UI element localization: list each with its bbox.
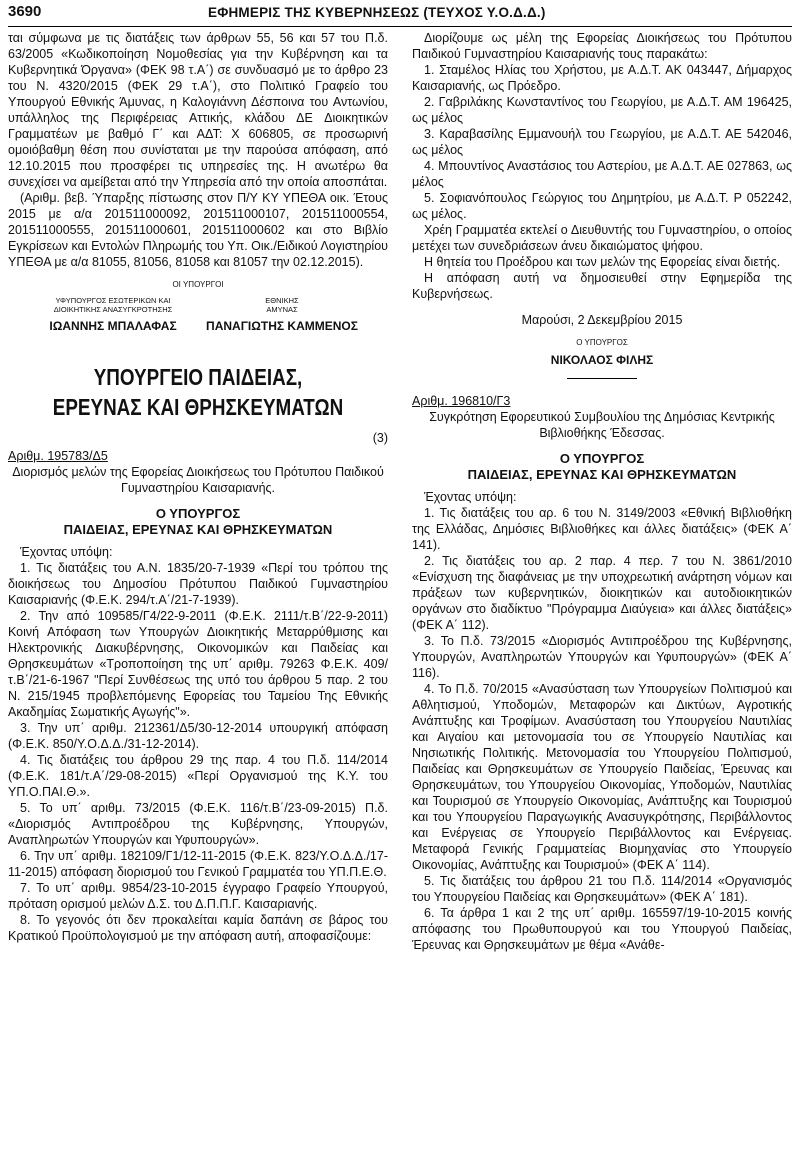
minister-heading [8,506,388,538]
right-column [412,30,792,953]
list-item: 4. Τις διατάξεις του άρθρου 29 της παρ. 4 του Π.δ. 114/2014 (Φ.Ε.Κ. 181/τ.Α΄/29-08-2015) «Περί Οργανισμού της Κ.Υ. του ΥΠ.Ο.ΠΑΙ.Θ.». [8,753,388,799]
paragraph: ται σύμφωνα με τις διατάξεις των άρθρων 55, 56 και 57 του Π.δ. 63/2005 «Κωδικοποίηση Νομοθεσίας για την Κυβέρνηση και τα Κυβερνητικά Όργανα» (ΦΕΚ 98 τ.Α΄) σε συνδυασμό με το άρθρο 23 του Ν. 4320/2015 (ΦΕΚ 29 τ.Α΄), στο Πολιτικό Γραφείο του Υπουργού Εθνικής Άμυνας, η Καλογιάννη Δέσποινα του Αντωνίου, υπάλληλος της Περιφέρειας Αττικής, κλάδου ΔΕ Διοικητικών Γραμματέων με βαθμό Γ΄ και ΑΔΤ: Χ 606805, σε προσωρινή ομοιόβαθμη θέση που συνίσταται με την παρούσα απόφαση, από 12.10.2015 που προσφέρει τις υπηρεσίες της. Η ανωτέρω θα συνεχίσει να αμείβεται από την Υπηρεσία από την οποία αποσπάται. [8,31,388,189]
left-column [8,30,388,944]
list-item: 1. Τις διατάξεις του Α.Ν. 1835/20-7-1939 «Περί του τρόπου της διοικήσεως του Δημοσίου Πρότυπου Παιδικού Γυμναστηρίου Καισαριανής (Φ.Ε.Κ. 294/τ.Α΄/21-7-1939). [8,561,388,607]
having-label: Έχοντας υπόψη: [20,545,113,559]
decision-number-text: Αριθμ. 195783/Δ5 [8,449,108,463]
signature-name: ΠΑΝΑΓΙΩΤΗΣ ΚΑΜΜΕΝΟΣ [206,319,358,333]
list-item: 5. Το υπ΄ αριθμ. 73/2015 (Φ.Ε.Κ. 116/τ.Β΄/23-09-2015) Π.δ. «Διορισμός Αντιπροέδρου της Κυβέρνησης, Υπουργών, Αναπληρωτών Υπουργών και Υφυπουργών». [8,801,388,847]
section-number: (3) [372,431,388,445]
minister-heading [412,451,792,483]
member-item: 2. Γαβριλάκης Κωνσταντίνος του Γεωργίου, με Α.Δ.Τ. ΑΜ 196425, ως μέλος [412,95,792,125]
ministry-title [42,362,354,422]
member-item: 3. Καραβασίλης Εμμανουήλ του Γεωργίου, με Α.Δ.Τ. ΑΕ 542046, ως μέλος [412,127,792,157]
separator [567,378,637,379]
having-label: Έχοντας υπόψη: [424,490,517,504]
paragraph: Η απόφαση αυτή να δημοσιευθεί στην Εφημερίδα της Κυβερνήσεως. [412,271,792,301]
decision-number [8,448,388,464]
member-item: 5. Σοφιανόπουλος Γεώργιος του Δημητρίου, με Α.Δ.Τ. Ρ 052242, ως μέλος. [412,191,792,221]
decision-number [412,393,792,409]
signature-block [206,296,358,334]
list-item: 8. Το γεγονός ότι δεν προκαλείται καμία δαπάνη σε βάρος του Κρατικού Προϋπολογισμού με την απόφαση αυτή, αποφασίζουμε: [8,913,388,943]
minister-heading-line: ΠΑΙΔΕΙΑΣ, ΕΡΕΥΝΑΣ ΚΑΙ ΘΡΗΣΚΕΥΜΑΤΩΝ [63,522,333,537]
list-item: 6. Την υπ΄ αριθμ. 182109/Γ1/12-11-2015 (Φ.Ε.Κ. 823/Υ.Ο.Δ.Δ./17-11-2015) απόφαση διορισμού του Γενικού Γραμματέα του ΥΠ.Π.Ε.Θ. [8,849,388,879]
ministry-title-line: ΥΠΟΥΡΓΕΙΟ ΠΑΙΔΕΙΑΣ, [93,364,303,390]
paragraph: (Αριθμ. βεβ. Ύπαρξης πίστωσης στον Π/Υ ΚΥ ΥΠΕΘΑ οικ. Έτους 2015 με α/α 201511000092, 201511000107, 201511000554, 201511000555, 201511000601, 201511000602 και στο Βιβλίο Εγκρίσεων και Εντολών Πληρωμής του Υπ. Οικ./Ειδικού Λογιστηρίου ΥΠΕΘΑ με α/α 81055, 81056, 81058 και 81057 την 02.12.2015). [8,191,388,269]
paragraph: Διορίζουμε ως μέλη της Εφορείας Διοικήσεως του Πρότυπου Παιδικού Γυμναστηρίου Καισαριανής τους παρακάτω: [412,31,792,61]
ministry-title-line: ΕΡΕΥΝΑΣ ΚΑΙ ΘΡΗΣΚΕΥΜΑΤΩΝ [52,394,344,420]
decision-subject: Διορισμός μελών της Εφορείας Διοικήσεως του Πρότυπου Παιδικού Γυμναστηρίου Καισαριανής. [12,465,384,495]
list-item: 5. Τις διατάξεις του άρθρου 21 του Π.δ. 114/2014 «Οργανισμός του Υπουργείου Παιδείας και Θρησκευμάτων» (ΦΕΚ Α΄ 181). [412,874,792,904]
minister-label: Ο ΥΠΟΥΡΓΟΣ [576,338,628,347]
place-date: Μαρούσι, 2 Δεκεμβρίου 2015 [521,313,683,327]
signature-role: ΕΘΝΙΚΗΣ ΑΜΥΝΑΣ [265,296,299,314]
member-item: 4. Μπουντίνος Αναστάσιος του Αστερίου, με Α.Δ.Τ. ΑΕ 027863, ως μέλος [412,159,792,189]
list-item: 2. Τις διατάξεις του αρ. 2 παρ. 4 περ. 7 του Ν. 3861/2010 «Ενίσχυση της διαφάνειας με την υποχρεωτική ανάρτηση νόμων και πράξεων των κυβερνητικών, διοικητικών και αυτοδιοικητικών οργάνων στο διαδίκτυο "Πρόγραμμα Διαύγεια» και άλλες διατάξεις» (ΦΕΚ Α΄ 112). [412,554,792,632]
signature-role: ΥΦΥΠΟΥΡΓΟΣ ΕΣΩΤΕΡΙΚΩΝ ΚΑΙ ΔΙΟΙΚΗΤΙΚΗΣ ΑΝΑΣΥΓΚΡΟΤΗΣΗΣ [53,296,173,314]
list-item: 2. Την από 109585/Γ4/22-9-2011 (Φ.Ε.Κ. 2111/τ.Β΄/22-9-2011) Κοινή Απόφαση των Υπουργών Διοικητικής Μεταρρύθμισης και Ηλεκτρονικής Διακυβέρνησης, Οικονομικών και Παιδείας και Θρησκευμάτων «Τροποποίηση της υπ΄ αριθμ. 79263 Φ.Ε.Κ. 409/τ.Β΄/21-6-1967 "Περί Συνθέσεως της υπό του άρθρου 5 παρ. 2 του Ν. 215/1945 προβλεπόμενης Εφορείας του Ταμείου Της Εθνικής Ακαδημίας Σωματικής Αγωγής"». [8,609,388,719]
paragraph: Χρέη Γραμματέα εκτελεί ο Διευθυντής του Γυμναστηρίου, ο οποίος μετέχει των συνεδριάσεων άνευ δικαιώματος ψήφου. [412,223,792,253]
signatures [8,296,388,334]
ministers-label: ΟΙ ΥΠΟΥΡΓΟΙ [172,280,224,289]
signature-name: ΙΩΑΝΝΗΣ ΜΠΑΛΑΦΑΣ [49,319,177,333]
list-item: 3. Την υπ΄ αριθμ. 212361/Δ5/30-12-2014 υπουργική απόφαση (Φ.Ε.Κ. 850/Υ.Ο.Δ.Δ./31-12-2014). [8,721,388,751]
member-item: 1. Σταμέλος Ηλίας του Χρήστου, με Α.Δ.Τ. ΑΚ 043447, Δήμαρχος Καισαριανής, ως Πρόεδρο. [412,63,792,93]
decision-subject: Συγκρότηση Εφορευτικού Συμβουλίου της Δημόσιας Κεντρικής Βιβλιοθήκης Έδεσσας. [429,410,775,440]
paragraph: Η θητεία του Προέδρου και των μελών της Εφορείας είναι διετής. [424,255,781,269]
minister-name: ΝΙΚΟΛΑΟΣ ΦΙΛΗΣ [550,353,654,367]
list-item: 3. Το Π.δ. 73/2015 «Διορισμός Αντιπροέδρου της Κυβέρνησης, Υπουργών, Αναπληρωτών Υπουργών και Υφυπουργών» (ΦΕΚ Α΄ 116). [412,634,792,680]
list-item: 1. Τις διατάξεις του αρ. 6 του Ν. 3149/2003 «Εθνική Βιβλιοθήκη της Ελλάδας, Δημόσιες Βιβλιοθήκες και άλλες διατάξεις» (ΦΕΚ Α΄ 141). [412,506,792,552]
page-number: 3690 [8,3,42,20]
list-item: 7. Το υπ΄ αριθμ. 9854/23-10-2015 έγγραφο Γραφείο Υπουργού, πρόταση ορισμού μελών Δ.Σ. του Δ.Π.Π.Γ. Καισαριανής. [8,881,388,911]
minister-heading-line: Ο ΥΠΟΥΡΓΟΣ [559,451,645,466]
page-header [8,4,792,27]
signature-block [38,296,188,334]
decision-number-text: Αριθμ. 196810/Γ3 [412,394,511,408]
list-item: 4. Το Π.δ. 70/2015 «Ανασύσταση των Υπουργείων Πολιτισμού και Αθλητισμού, Υποδομών, Μεταφορών και Δικτύων, Αγροτικής Ανάπτυξης και Τροφίμων. Ανασύσταση του Υπουργείου Ναυτιλίας και Αιγαίου και μετονομασία του σε Υπουργείο Ναυτιλίας και Νησιωτικής Πολιτικής. Μετονομασία του Υπουργείου Πολιτισμού, Παιδείας και Θρησκευμάτων σε Υπουργείο Παιδείας, Έρευνας και Θρησκευμάτων, του Υπουργείου Οικονομίας, Υποδομών, Ναυτιλίας και Τουρισμού σε Υπουργείο Οικονομίας, Ανάπτυξης και Τουρισμού και του Υπουργείου Παραγωγικής Ανασυγκρότησης, Περιβάλλοντος και Ενέργειας σε Υπουργείο Περιβάλλοντος και Ενέργειας. Μεταφορά Γενικής Γραμματείας Βιομηχανίας στο Υπουργείο Οικονομίας, Ανάπτυξης και Τουρισμού» (ΦΕΚ Α΄ 114). [412,682,792,872]
list-item: 6. Τα άρθρα 1 και 2 της υπ΄ αριθμ. 165597/19-10-2015 κοινής απόφασης του Πρωθυπουργού και του Υπουργού Παιδείας, Έρευνας και Θρησκευμάτων με θέμα «Ανάθε- [412,906,792,952]
journal-title: ΕΦΗΜΕΡΙΣ ΤΗΣ ΚΥΒΕΡΝΗΣΕΩΣ (ΤΕΥΧΟΣ Υ.Ο.Δ.Δ.) [208,5,546,20]
minister-heading-line: ΠΑΙΔΕΙΑΣ, ΕΡΕΥΝΑΣ ΚΑΙ ΘΡΗΣΚΕΥΜΑΤΩΝ [467,467,737,482]
minister-heading-line: Ο ΥΠΟΥΡΓΟΣ [155,506,241,521]
